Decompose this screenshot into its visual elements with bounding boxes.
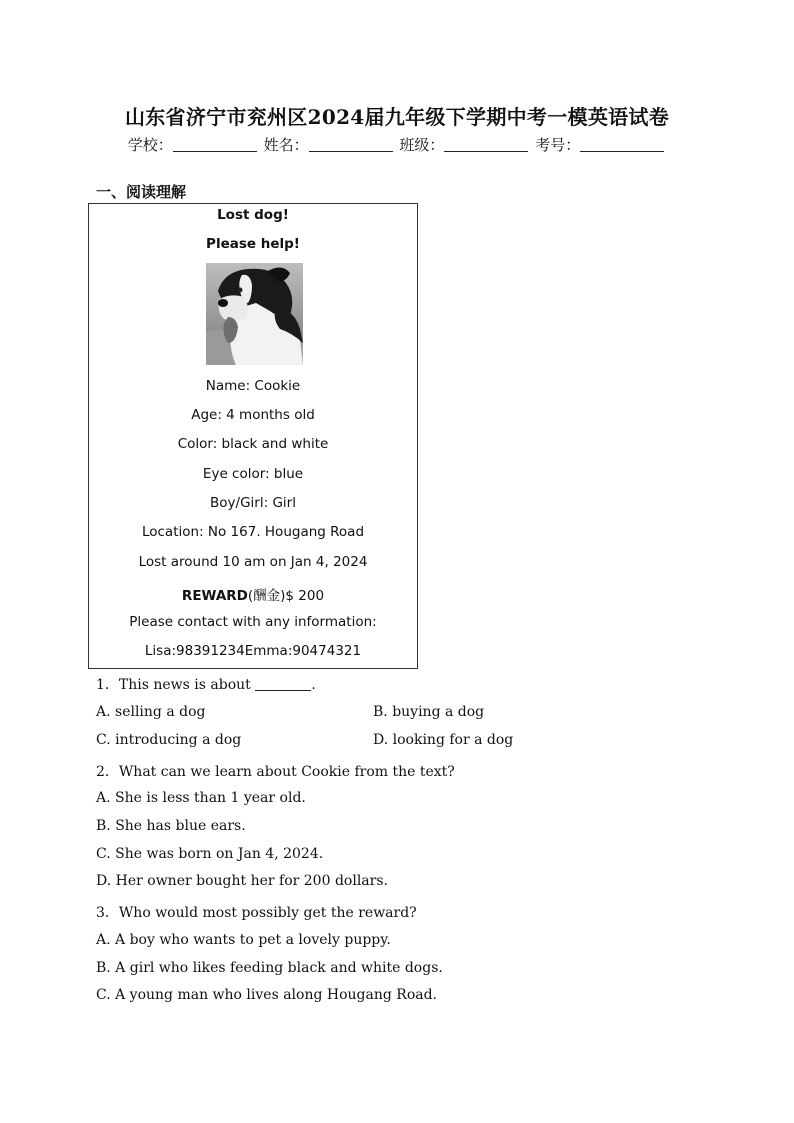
exam-number-label: 考号： bbox=[535, 136, 581, 154]
answer-blank bbox=[255, 678, 311, 691]
question-1-stem: 1．This news is about bbox=[96, 677, 256, 693]
dog-gender: Boy/Girl: Girl bbox=[210, 495, 296, 511]
class-label: 班级： bbox=[399, 136, 445, 154]
q1-option-b: B. buying a dog bbox=[373, 704, 485, 720]
q2-option-c: C. She was born on Jan 4, 2024. bbox=[96, 846, 324, 862]
q1-option-a: A. selling a dog bbox=[96, 704, 206, 720]
question-1 bbox=[96, 674, 316, 694]
contact-prompt: Please contact with any information: bbox=[129, 614, 377, 630]
q3-option-c: C. A young man who lives along Hougang Road. bbox=[96, 987, 438, 1003]
exam-number-blank bbox=[580, 137, 664, 152]
student-info-line bbox=[0, 134, 794, 155]
name-blank bbox=[309, 137, 393, 152]
q1-option-c: C. introducing a dog bbox=[96, 732, 242, 748]
dog-eye-color: Eye color: blue bbox=[202, 466, 304, 482]
dog-name: Name: Cookie bbox=[205, 378, 301, 394]
lost-location: Location: No 167. Hougang Road bbox=[141, 524, 365, 540]
question-1-stem-end: . bbox=[311, 677, 316, 693]
reward-amount: $ 200 bbox=[285, 588, 325, 604]
notice-subtitle: Please help! bbox=[206, 236, 300, 252]
q3-option-b: B. A girl who likes feeding black and white dogs. bbox=[96, 960, 443, 976]
q1-option-d: D. looking for a dog bbox=[373, 732, 514, 748]
notice-title: Lost dog! bbox=[217, 207, 289, 223]
section-heading: 一、阅读理解 bbox=[96, 183, 187, 201]
q3-option-a: A. A boy who wants to pet a lovely puppy. bbox=[96, 932, 391, 948]
class-blank bbox=[444, 137, 528, 152]
reward-cn: (酬金) bbox=[247, 588, 286, 604]
exam-title: 山东省济宁市兖州区2024届九年级下学期中考一模英语试卷 bbox=[124, 105, 670, 129]
reward-line bbox=[89, 584, 417, 604]
reward-label: REWARD bbox=[181, 588, 248, 604]
q2-option-a: A. She is less than 1 year old. bbox=[96, 790, 306, 806]
dog-color: Color: black and white bbox=[177, 436, 329, 452]
question-3-stem: 3．Who would most possibly get the reward? bbox=[96, 905, 417, 921]
lost-time: Lost around 10 am on Jan 4, 2024 bbox=[138, 554, 368, 570]
school-label: 学校： bbox=[127, 136, 173, 154]
name-label: 姓名： bbox=[263, 136, 309, 154]
question-2-stem: 2．What can we learn about Cookie from the text? bbox=[96, 764, 455, 780]
school-blank bbox=[173, 137, 257, 152]
contact-numbers: Lisa:98391234Emma:90474321 bbox=[144, 643, 362, 659]
dog-photo-icon bbox=[206, 263, 303, 365]
q2-option-d: D. Her owner bought her for 200 dollars. bbox=[96, 873, 388, 889]
q2-option-b: B. She has blue ears. bbox=[96, 818, 246, 834]
dog-age: Age: 4 months old bbox=[191, 407, 315, 423]
lost-dog-notice bbox=[88, 203, 418, 669]
